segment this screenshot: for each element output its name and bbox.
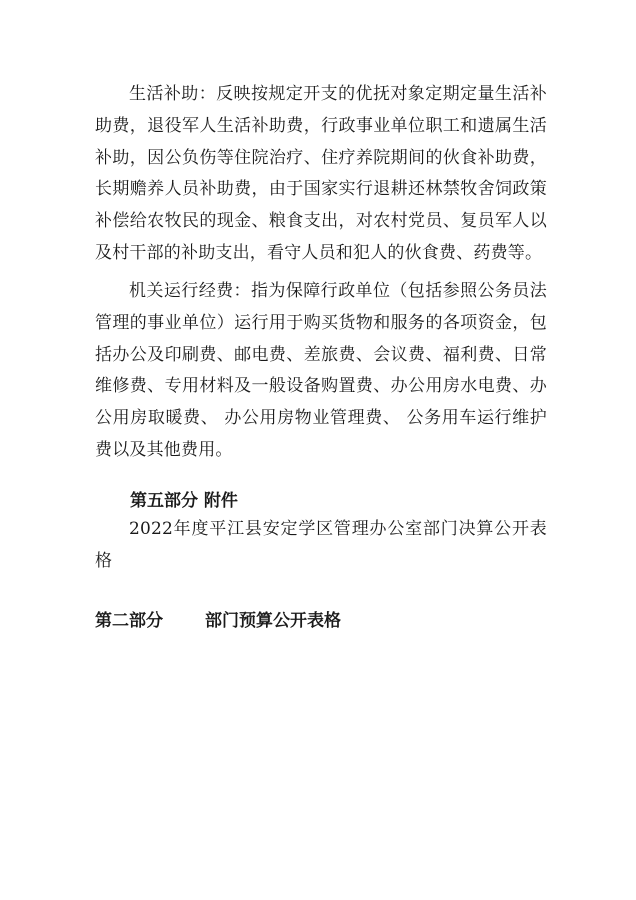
paragraph-operating-funds: 机关运行经费：指为保障行政单位（包括参照公务员法管理的事业单位）运行用于购买货物和服务的各项资金，包括办公及印刷费、邮电费、差旅费、会议费、福利费、日常维修费、专用材料及一般设备购置费、办公用房水电费、办公用房取暖费、 办公用房物业管理费、 公务用车运行维护费以及其他费用。 [95, 281, 547, 460]
paragraph-living-subsidy: 生活补助：反映按规定开支的优抚对象定期定量生活补助费，退役军人生活补助费，行政事业单位职工和遗属生活补助，因公负伤等住院治疗、住疗养院期间的伙食补助费，长期赡养人员补助费，由于国家实行退耕还林禁牧舍饲政策补偿给农牧民的现金、粮食支出，对农村党员、复员军人以及村干部的补助支出，看守人员和犯人的伙食费、药费等。 [95, 84, 547, 263]
heading-part2 [95, 606, 341, 631]
heading-part5-attachment: 第五部分 附件 [130, 491, 238, 511]
heading-part2-title: 部门预算公开表格 [205, 611, 341, 631]
paragraph-attachment-description: 2022年度平江县安定学区管理办公室部门决算公开表格 [95, 519, 547, 571]
heading-part2-number: 第二部分 [95, 611, 163, 631]
